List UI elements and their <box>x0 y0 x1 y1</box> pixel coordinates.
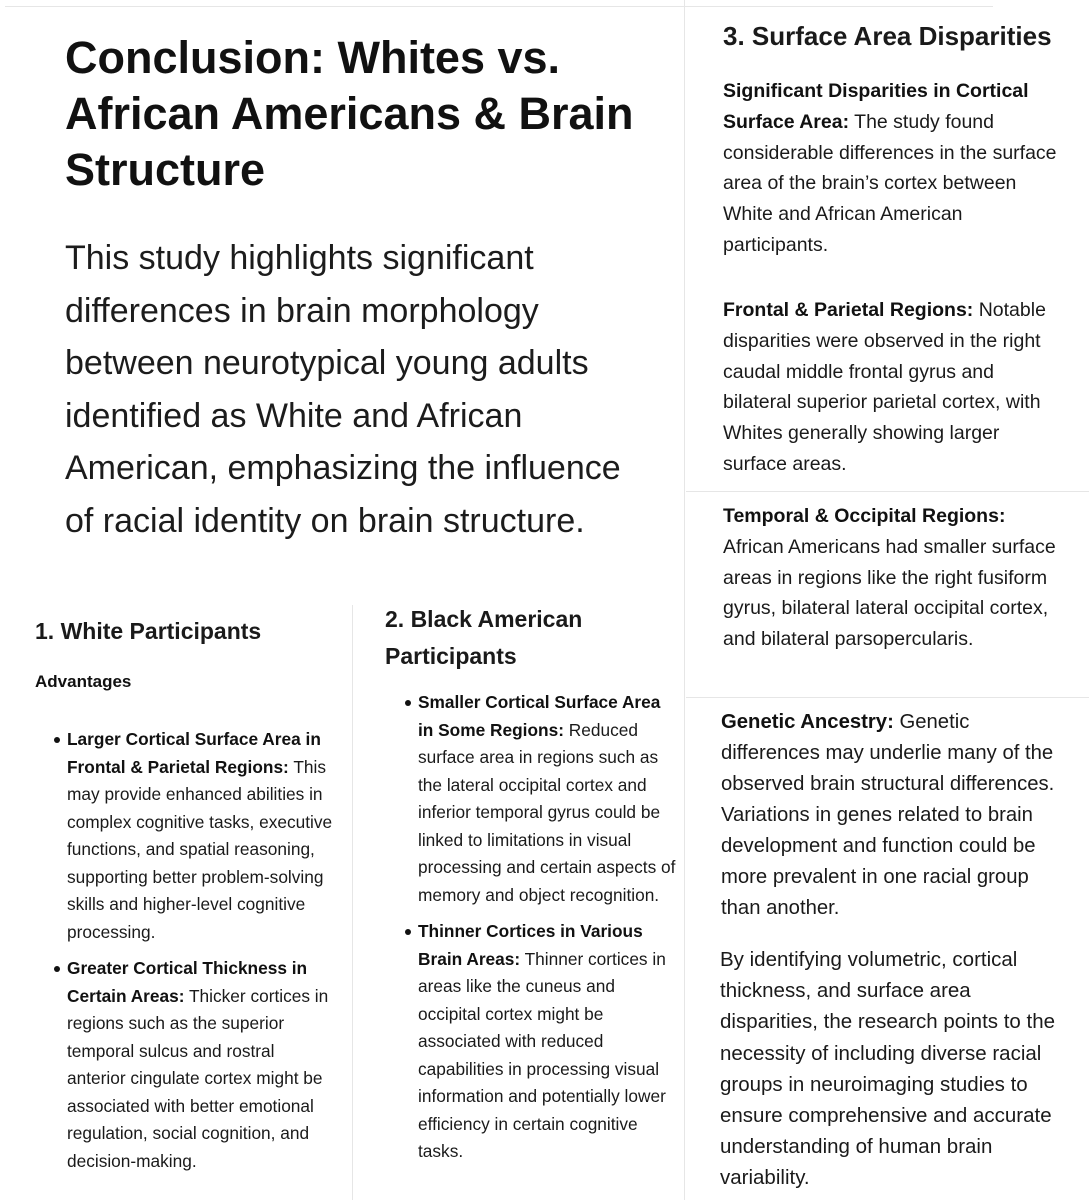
white-participants-list <box>67 726 335 1184</box>
white-participants-section <box>0 600 350 1200</box>
closing-paragraph: By identifying volumetric, cortical thickness, and surface area disparities, the research points to the necessity of including diverse racial groups in neuroimaging studies to ensure comprehensive and accurate understanding of human brain variability. <box>720 948 1056 1190</box>
paragraph-text: The study found considerable differences in the surface area of the brain’s cortex between White and African American participants. <box>723 110 1057 256</box>
list-item-title: Smaller Cortical Surface Area in Some Regions: <box>418 692 661 740</box>
surface-area-heading: 3. Surface Area Disparities <box>723 21 1052 51</box>
list-item-text: Thinner cortices in areas like the cuneus and occipital cortex might be associated with reduced capabilities in processing visual information and potentially lower efficiency in certain cognitive tasks. <box>418 948 666 1161</box>
list-item-text: Reduced surface area in regions such as the lateral occipital cortex and inferior temporal gyrus could be linked to limitations in visual processing and certain aspects of memory and object recognition. <box>418 719 676 905</box>
list-item-title: Larger Cortical Surface Area in Frontal & Parietal Regions: <box>67 729 321 777</box>
surface-area-paragraph <box>723 76 1063 261</box>
frontal-parietal-paragraph <box>723 295 1063 480</box>
black-participants-section <box>352 600 683 1200</box>
black-participants-list <box>418 689 680 1175</box>
paragraph-title: Frontal & Parietal Regions: <box>723 299 974 321</box>
conclusion-panel <box>0 0 683 600</box>
paragraph-text: Genetic differences may underlie many of the observed brain structural differences. Variations in genes related to brain development and function could be more prevalent in one racial group than another. <box>721 711 1055 919</box>
list-item-text: This may provide enhanced abilities in complex cognitive tasks, executive functions, and spatial reasoning, supporting better problem-solving skills and higher-level cognitive processing. <box>67 756 333 942</box>
list-item <box>67 726 335 946</box>
paragraph-title: Temporal & Occipital Regions: <box>723 505 1006 527</box>
paragraph-title: Significant Disparities in Cortical Surface Area: <box>723 80 1029 133</box>
page-title: Conclusion: Whites vs. African Americans & Brain Structure <box>65 32 634 195</box>
temporal-occipital-paragraph <box>723 501 1063 655</box>
black-participants-heading: 2. Black American Participants <box>385 606 583 669</box>
list-item <box>67 955 335 1175</box>
list-item <box>418 689 680 909</box>
intro-paragraph: This study highlights significant differences in brain morphology between neurotypical young adults identified as White and African American, emphasizing the influence of racial identity on brain structure. <box>65 239 621 540</box>
surface-area-section <box>686 0 1089 1200</box>
paragraph-text: Notable disparities were observed in the right caudal middle frontal gyrus and bilateral superior parietal cortex, with Whites generally showing larger surface areas. <box>723 299 1046 475</box>
vertical-panel-divider <box>684 0 685 1200</box>
list-item <box>418 918 680 1166</box>
white-participants-heading: 1. White Participants <box>35 618 262 644</box>
list-item-title: Greater Cortical Thickness in Certain Areas: <box>67 958 308 1006</box>
list-item-title: Thinner Cortices in Various Brain Areas: <box>418 921 643 969</box>
paragraph-text: African Americans had smaller surface areas in regions like the right fusiform gyrus, bilateral lateral occipital cortex, and bilateral parsopercularis. <box>723 535 1056 651</box>
advantages-heading: Advantages <box>35 672 132 691</box>
paragraph-title: Genetic Ancestry: <box>721 711 894 733</box>
genetic-ancestry-paragraph <box>721 707 1066 924</box>
list-item-text: Thicker cortices in regions such as the superior temporal sulcus and rostral anterior cingulate cortex might be associated with better emotional regulation, social cognition, and decision-making. <box>67 985 329 1171</box>
